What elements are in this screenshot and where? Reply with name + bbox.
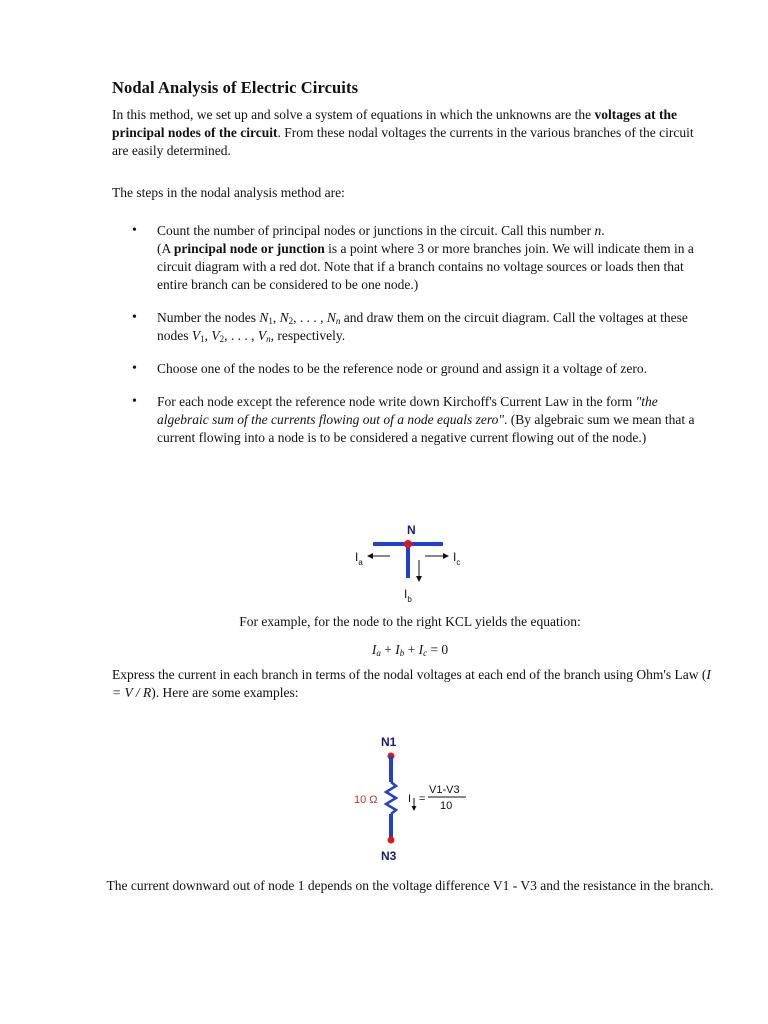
list-item: • Choose one of the nodes to be the reference node or ground and assign it a voltage of zero. xyxy=(112,360,712,378)
intro-text-2: . From these nodal voltages the currents in the various branches of the circuit are easily determined. xyxy=(112,125,694,158)
figure2-caption: The current downward out of node 1 depends on the voltage difference V1 - V3 and the resistance in the branch. xyxy=(106,878,714,893)
list-item: • For each node except the reference node write down Kirchoff's Current Law in the form "the algebraic sum of the currents flowing out of a node equals zero". (By algebraic sum we mean that a current flowing into a node is to be considered a negative current flowing out of the node.) xyxy=(112,393,712,447)
current-c-label: $I_c$ xyxy=(453,550,461,567)
intro-bold: voltages at the principal nodes of the circuit xyxy=(112,107,678,140)
node-label: N xyxy=(407,523,416,537)
list-item: • Number the nodes $N_1$, $N_2$, . . . , $N_n$ and draw them on the circuit diagram. Call the voltages at these nodes $V_1$, $V_2$, . . . , $V_n$, respectively. xyxy=(112,309,712,345)
current-a-label: $I_a$ xyxy=(355,550,363,567)
current-b-label: $I_b$ xyxy=(404,587,412,604)
node-n3-dot xyxy=(388,837,395,844)
node-n3-label: N3 xyxy=(381,849,397,863)
intro-text-1: In this method, we set up and solve a system of equations in which the unknowns are the xyxy=(112,107,595,122)
figure1-caption: For example, for the node to the right KCL yields the equation: xyxy=(239,614,581,629)
list-item: • Count the number of principal nodes or junctions in the circuit. Call this number n. (A principal node or junction is a point where 3 or more branches join. We will indicate them in a circuit diagram with a red dot. Note that if a branch contains no voltage sources or loads then that entire branch can be considered to be one node.) xyxy=(112,222,712,294)
fraction-denominator: 10 xyxy=(440,800,453,812)
node-kcl-diagram xyxy=(345,520,475,610)
steps-list xyxy=(112,222,712,462)
current-label: I xyxy=(408,793,412,805)
node-n1-label: N1 xyxy=(381,735,397,749)
resistance-label: 10 Ω xyxy=(354,794,378,806)
resistor-branch-diagram xyxy=(340,730,480,865)
resistor-icon xyxy=(386,782,396,814)
ohm-paragraph: Express the current in each branch in terms of the nodal voltages at each end of the branch using Ohm's Law (I = V / R). Here are some examples: xyxy=(112,667,711,700)
node-dot xyxy=(404,540,412,548)
page-title: Nodal Analysis of Electric Circuits xyxy=(112,78,359,97)
equals-sign: = xyxy=(419,793,426,805)
kcl-equation: $I_a + I_b + I_c = 0$ xyxy=(371,642,449,658)
steps-intro: The steps in the nodal analysis method are: xyxy=(112,185,345,200)
fraction-numerator: V1-V3 xyxy=(429,784,460,796)
intro-paragraph xyxy=(112,106,712,160)
